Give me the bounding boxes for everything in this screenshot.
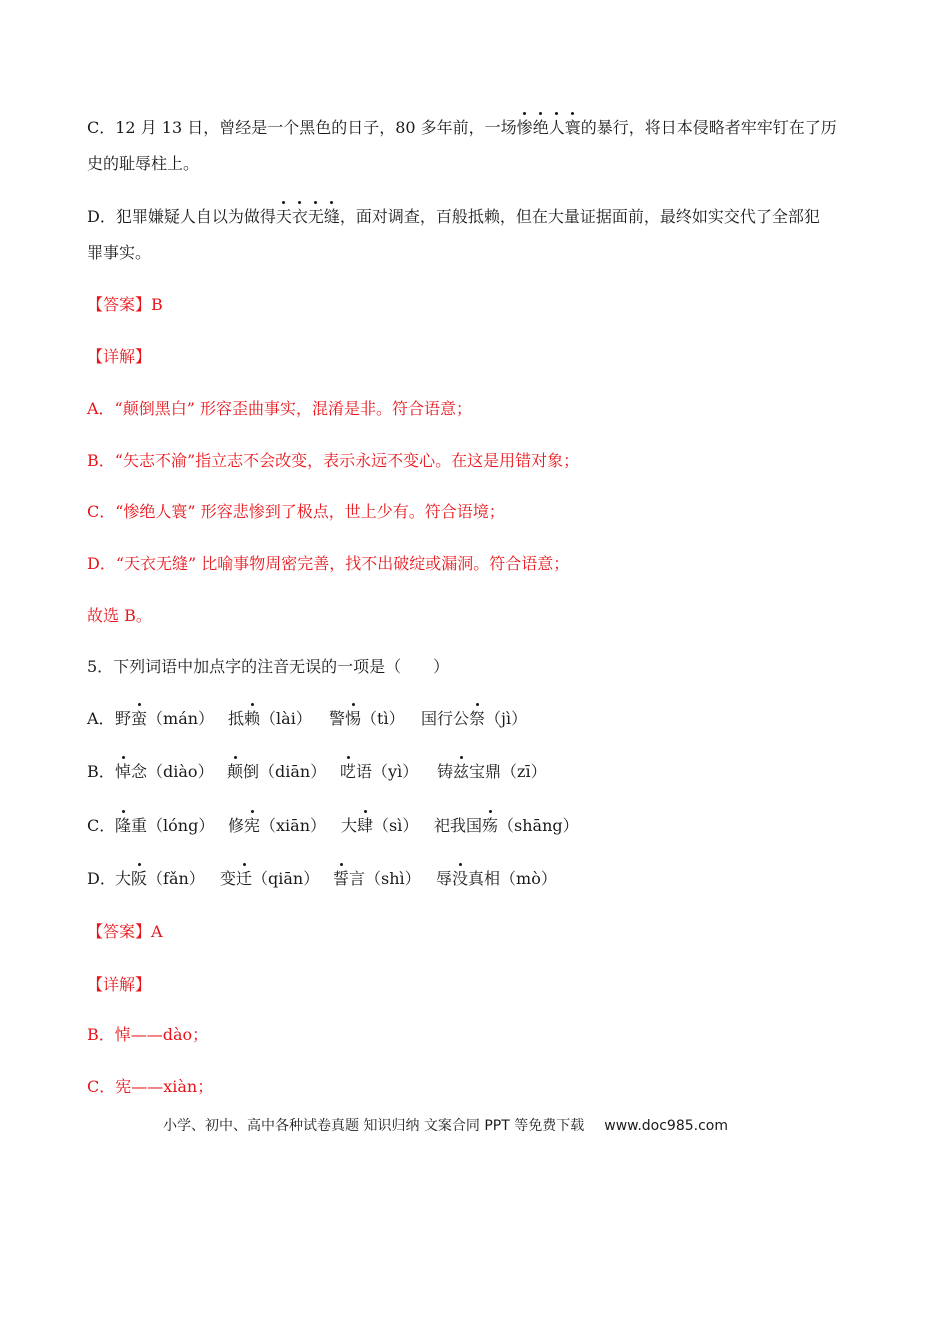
emphasis-char: 迁: [236, 869, 253, 888]
word: 大阪（fǎn）: [115, 869, 205, 888]
emphasis-char: 天: [275, 207, 292, 226]
q5-stem: 5．下列词语中加点字的注音无误的一项是（ ）: [87, 657, 450, 676]
emphasis-char: 颠: [227, 762, 244, 781]
q5-option-b: B． 悼念（diào） 颠倒（diān） 呓语（yì） 铸兹宝鼎（zī）: [87, 762, 547, 781]
q4-conclusion: 故选 B。: [87, 606, 152, 625]
emphasis-char: 肆: [357, 816, 374, 835]
q5-detail-c: C．宪——xiàn；: [87, 1077, 214, 1096]
emphasis-char: 惨: [516, 118, 533, 137]
word: 大肆（sì）: [341, 816, 419, 835]
emphasis-char: 寰: [564, 118, 581, 137]
q4-detail-c: C．“惨绝人寰” 形容悲惨到了极点，世上少有。符合语境；: [87, 502, 505, 521]
word: 变迁（qiān）: [220, 869, 320, 888]
emphasis-char: 悼: [115, 762, 132, 781]
word: 铸兹宝鼎（zī）: [437, 762, 547, 781]
word: 呓语（yì）: [340, 762, 419, 781]
word: 国行公祭（jì）: [421, 709, 528, 728]
q5-detail-b: B．悼——dào；: [87, 1025, 209, 1044]
q4-detail-a: A．“颠倒黑白” 形容歪曲事实，混淆是非。符合语意；: [87, 399, 473, 418]
word: 誓言（shì）: [333, 869, 421, 888]
page-footer: [163, 1115, 728, 1135]
word: 警惕（tì）: [329, 709, 405, 728]
emphasis-char: 无: [307, 207, 324, 226]
q4-detail-d: D．“天衣无缝” 比喻事物周密完善，找不出破绽或漏洞。符合语意；: [87, 554, 570, 573]
emphasis-char: 兹: [453, 762, 470, 781]
q4-detail-title: 【详解】: [87, 347, 152, 366]
q5-option-c: C． 隆重（lóng） 修宪（xiān） 大肆（sì） 祀我国殇（shāng）: [87, 816, 579, 835]
word: 辱没真相（mò）: [436, 869, 557, 888]
footer-text: 小学、初中、高中各种试卷真题 知识归纳 文案合同 PPT 等免费下载: [163, 1118, 585, 1134]
word: 隆重（lóng）: [115, 816, 215, 835]
emphasis-char: 隆: [115, 816, 132, 835]
emphasis-char: 宪: [244, 816, 261, 835]
q5-option-a: A． 野蛮（mán） 抵赖（lài） 警惕（tì） 国行公祭（jì）: [87, 709, 528, 728]
q4-option-c-line2: 史的耻辱柱上。: [87, 154, 200, 173]
q4-detail-b: B．“矢志不渝”指立志不会改变，表示永远不变心。在这是用错对象；: [87, 451, 580, 470]
emphasis-char: 缝: [323, 207, 340, 226]
q4-option-d: D．犯罪嫌疑人自以为做得天衣无缝，面对调查，百般抵赖，但在大量证据面前，最终如实交代了全部犯: [87, 207, 820, 226]
emphasis-char: 蛮: [131, 709, 148, 728]
emphasis-char: 殇: [482, 816, 499, 835]
q4-answer: 【答案】B: [87, 295, 163, 314]
q5-option-d: D． 大阪（fǎn） 变迁（qiān） 誓言（shì） 辱没真相（mò）: [87, 869, 557, 888]
word: 悼念（diào）: [115, 762, 214, 781]
emphasis-char: 衣: [291, 207, 308, 226]
emphasis-char: 人: [548, 118, 565, 137]
word: 颠倒（diān）: [227, 762, 327, 781]
word: 祀我国殇（shāng）: [434, 816, 579, 835]
emphasis-char: 呓: [340, 762, 357, 781]
word: 抵赖（lài）: [228, 709, 312, 728]
emphasis-char: 阪: [131, 869, 148, 888]
word: 修宪（xiān）: [228, 816, 327, 835]
word: 野蛮（mán）: [115, 709, 215, 728]
q5-detail-title: 【详解】: [87, 975, 152, 994]
emphasis-char: 没: [452, 869, 469, 888]
q4-option-c: C．12 月 13 日，曾经是一个黑色的日子，80 多年前，一场惨绝人寰的暴行，将日本侵略者牢牢钉在了历: [87, 118, 837, 137]
emphasis-char: 惕: [345, 709, 362, 728]
emphasis-char: 赖: [244, 709, 261, 728]
footer-url[interactable]: www.doc985.com: [604, 1118, 728, 1134]
emphasis-char: 誓: [333, 869, 350, 888]
emphasis-char: 祭: [469, 709, 486, 728]
q5-answer: 【答案】A: [87, 922, 163, 941]
emphasis-char: 绝: [532, 118, 549, 137]
q4-option-d-line2: 罪事实。: [87, 243, 152, 262]
